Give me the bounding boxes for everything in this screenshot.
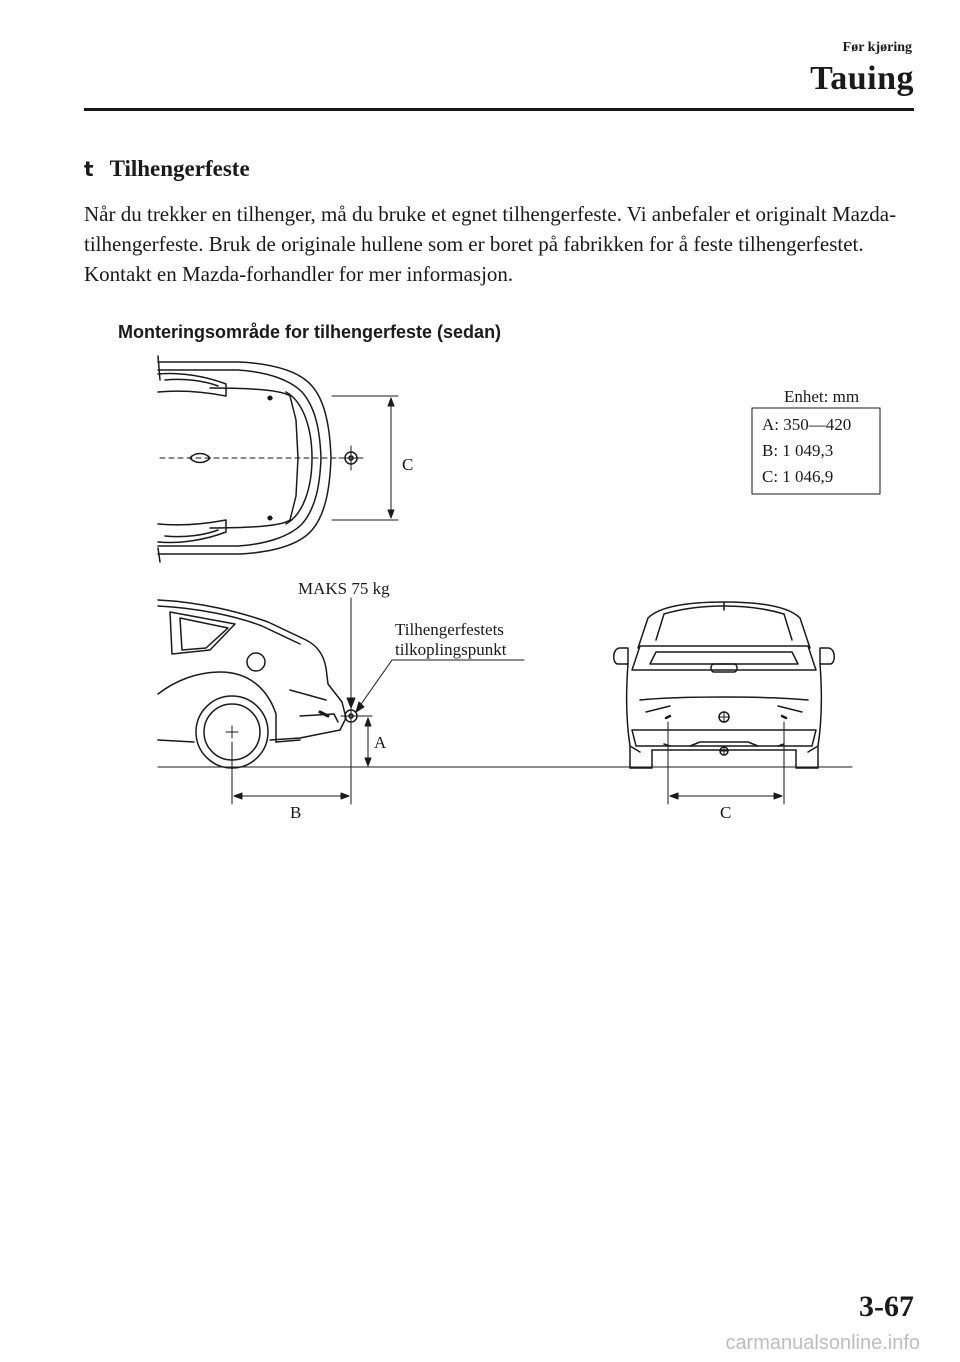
bullet-icon: t (84, 157, 94, 181)
watermark: carmanualsonline.info (725, 1332, 920, 1354)
dimension-c-rear-label: C (720, 803, 732, 822)
max-load-label: MAKS 75 kg (298, 579, 390, 598)
dimension-c-top-label: C (402, 455, 414, 474)
car-rear-view-drawing (614, 602, 835, 804)
page-number: 3-67 (859, 1290, 914, 1323)
subsection-title: Tilhengerfeste (109, 156, 250, 181)
figure-title: Monteringsområde for tilhengerfeste (sedan) (118, 322, 502, 342)
body-paragraph: Når du trekker en tilhenger, må du bruke et egnet tilhengerfeste. Vi anbefaler et originalt Mazda-tilhengerfeste. Bruk de originale hullene som er boret på fabrikken for å feste tilhengerfestet. Kontakt en Mazda-forhandler for mer informasjon. (84, 202, 897, 286)
spec-c: C: 1 046,9 (762, 467, 834, 486)
car-top-view-drawing (158, 356, 398, 562)
section-label: Før kjøring (842, 40, 912, 55)
spec-a: A: 350—420 (762, 415, 852, 434)
chapter-title: Tauing (810, 60, 914, 97)
coupling-point-label-2: tilkoplingspunkt (395, 640, 507, 659)
coupling-point-label-1: Tilhengerfestets (395, 620, 504, 639)
unit-label: Enhet: mm (784, 387, 860, 406)
dimension-a-label: A (374, 733, 387, 752)
spec-b: B: 1 049,3 (762, 441, 834, 460)
dimension-b-label: B (290, 803, 302, 822)
